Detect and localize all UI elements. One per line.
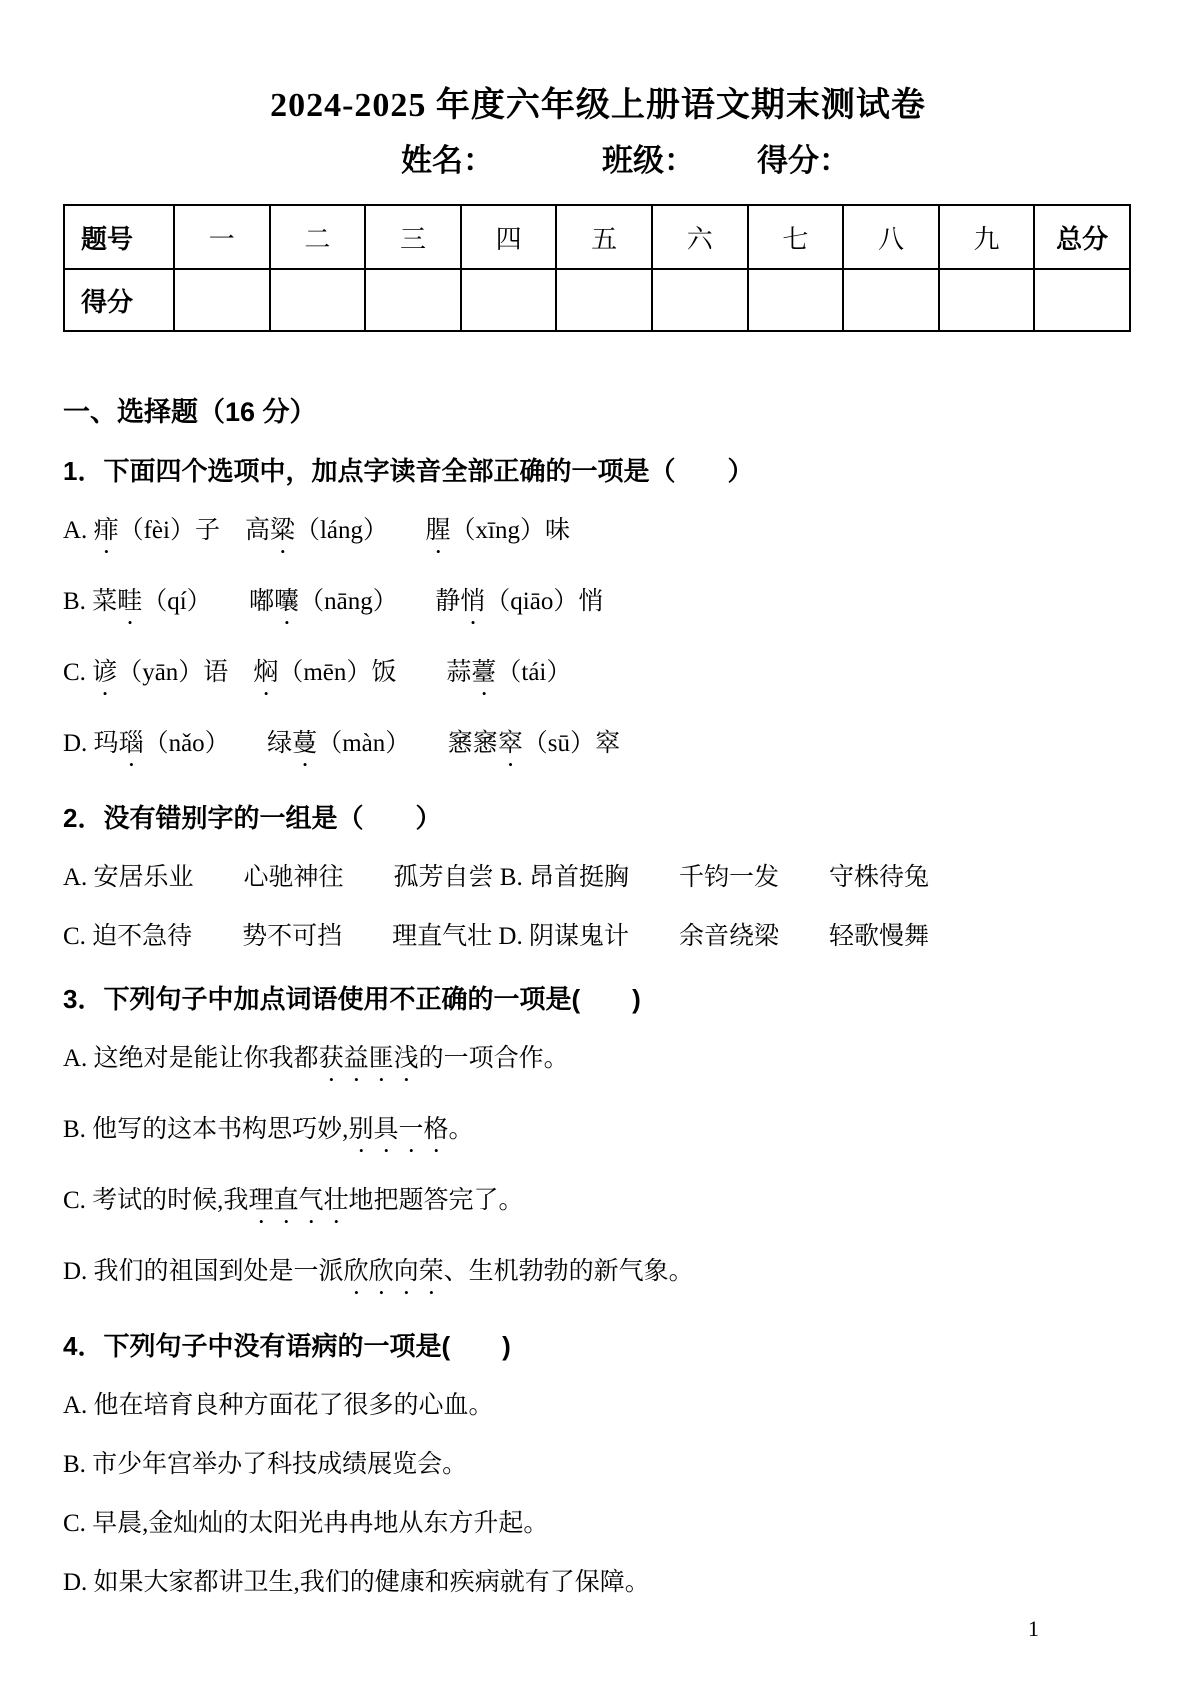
text-segment: （màn） 窸窸: [317, 730, 498, 757]
text-segment: C. 考试的时候,我: [63, 1187, 249, 1214]
question-4-stem: 4．下列句子中没有语病的一项是( ): [63, 1331, 511, 1361]
text-segment: 的一项合作。: [418, 1045, 569, 1072]
question-1-option-b: [63, 585, 1133, 630]
text-segment: B. 市少年宫举办了科技成绩展览会。: [63, 1451, 468, 1478]
emphasized-text: 蔓: [292, 730, 318, 757]
text-segment: （fèi）子 高: [118, 517, 270, 544]
col-header: 七: [748, 205, 844, 269]
text-segment: A. 他在培育良种方面花了很多的心血。: [63, 1392, 494, 1419]
score-label: 得分：: [757, 143, 850, 178]
text-segment: C. 迫不急待 势不可挡 理直气壮 D. 阴谋鬼计 余音绕梁 轻歌慢舞: [63, 923, 929, 950]
emphasized-text: 理直气壮: [248, 1187, 349, 1214]
text-segment: C. 早晨,金灿灿的太阳光冉冉地从东方升起。: [63, 1510, 549, 1537]
emphasized-text: 瑙: [118, 730, 144, 757]
score-cell-empty: [365, 269, 461, 331]
text-segment: （xīng）味: [450, 517, 570, 544]
name-label: 姓名：: [401, 143, 494, 178]
emphasized-text: 欣欣向荣: [343, 1258, 444, 1285]
score-cell-empty: [748, 269, 844, 331]
question-3-stem: 3．下列句子中加点词语使用不正确的一项是( ): [63, 984, 641, 1014]
question-4-option-a: [63, 1389, 1133, 1422]
text-segment: B. 菜: [63, 588, 118, 615]
total-score-header: 总分: [1034, 205, 1130, 269]
class-label: 班级：: [602, 143, 695, 178]
emphasized-text: 焖: [253, 659, 279, 686]
score-table-header-row: [64, 205, 1130, 269]
text-segment: A. 安居乐业 心驰神往 孤芳自尝 B. 昂首挺胸 千钧一发 守株待兔: [63, 864, 929, 891]
emphasized-text: 腥: [425, 517, 451, 544]
question-4-option-c: [63, 1507, 1133, 1540]
score-cell-empty: [556, 269, 652, 331]
text-segment: D. 我们的祖国到处是一派: [63, 1258, 344, 1285]
question-1-option-c: [63, 656, 1133, 701]
section-1-heading: 一、选择题（16 分）: [63, 397, 317, 427]
text-segment: D. 如果大家都讲卫生,我们的健康和疾病就有了保障。: [63, 1569, 650, 1596]
text-segment: （nǎo） 绿: [143, 730, 293, 757]
question-3-option-a: [63, 1042, 1133, 1087]
page-title: 2024-2025 年度六年级上册语文期末测试卷: [270, 87, 926, 124]
emphasized-text: 囔: [274, 588, 300, 615]
emphasized-text: 畦: [117, 588, 143, 615]
text-segment: A.: [63, 517, 94, 544]
col-header: 二: [270, 205, 366, 269]
text-segment: （láng）: [294, 517, 426, 544]
text-segment: （sū）窣: [522, 730, 620, 757]
emphasized-text: 谚: [92, 659, 118, 686]
col-header: 九: [939, 205, 1035, 269]
text-segment: （tái）: [496, 659, 572, 686]
text-segment: 、生机勃勃的新气象。: [443, 1258, 694, 1285]
question-2: [63, 802, 1133, 953]
score-table: [63, 204, 1131, 332]
score-cell-empty: [174, 269, 270, 331]
score-cell-empty: [939, 269, 1035, 331]
question-3-option-c: [63, 1184, 1133, 1229]
question-1: [63, 455, 1133, 772]
col-header: 八: [843, 205, 939, 269]
question-3-option-b: [63, 1113, 1133, 1158]
text-segment: A. 这绝对是能让你我都: [63, 1045, 319, 1072]
col-header: 四: [461, 205, 557, 269]
question-2-options-cd: [63, 920, 1133, 953]
question-1-option-a: [63, 514, 1133, 559]
emphasized-text: 粱: [269, 517, 295, 544]
text-segment: C.: [63, 659, 93, 686]
col-header: 三: [365, 205, 461, 269]
score-table-score-row: [64, 269, 1130, 331]
col-header: 五: [556, 205, 652, 269]
text-segment: 地把题答完了。: [348, 1187, 524, 1214]
text-segment: （yān）语: [117, 659, 254, 686]
score-row-header: 得分: [64, 269, 174, 331]
emphasized-text: 获益匪浅: [318, 1045, 419, 1072]
score-cell-empty: [270, 269, 366, 331]
question-2-stem: 2．没有错别字的一组是（ ）: [63, 803, 442, 833]
page-number: 1: [1028, 1616, 1039, 1641]
emphasized-text: 痱: [93, 517, 119, 544]
score-cell-empty: [461, 269, 557, 331]
question-3: [63, 983, 1133, 1300]
text-segment: 。: [448, 1116, 474, 1143]
question-3-option-d: [63, 1255, 1133, 1300]
emphasized-text: 别具一格: [348, 1116, 449, 1143]
question-1-option-d: [63, 727, 1133, 772]
question-4-option-d: [63, 1566, 1133, 1599]
emphasized-text: 窣: [497, 730, 523, 757]
col-header: 一: [174, 205, 270, 269]
student-info-line: [63, 142, 1133, 180]
emphasized-text: 悄: [460, 588, 486, 615]
text-segment: （qiāo）悄: [485, 588, 604, 615]
question-4: [63, 1330, 1133, 1599]
question-number-header: 题号: [64, 205, 174, 269]
text-segment: （mēn）饭 蒜: [278, 659, 472, 686]
score-cell-empty: [1034, 269, 1130, 331]
question-2-options-ab: [63, 861, 1133, 894]
col-header: 六: [652, 205, 748, 269]
text-segment: （qí） 嘟: [142, 588, 275, 615]
question-1-stem: 1．下面四个选项中，加点字读音全部正确的一项是（ ）: [63, 456, 754, 486]
emphasized-text: 薹: [471, 659, 497, 686]
score-cell-empty: [843, 269, 939, 331]
text-segment: D. 玛: [63, 730, 119, 757]
score-cell-empty: [652, 269, 748, 331]
text-segment: B. 他写的这本书构思巧妙,: [63, 1116, 349, 1143]
text-segment: （nāng） 静: [299, 588, 461, 615]
question-4-option-b: [63, 1448, 1133, 1481]
